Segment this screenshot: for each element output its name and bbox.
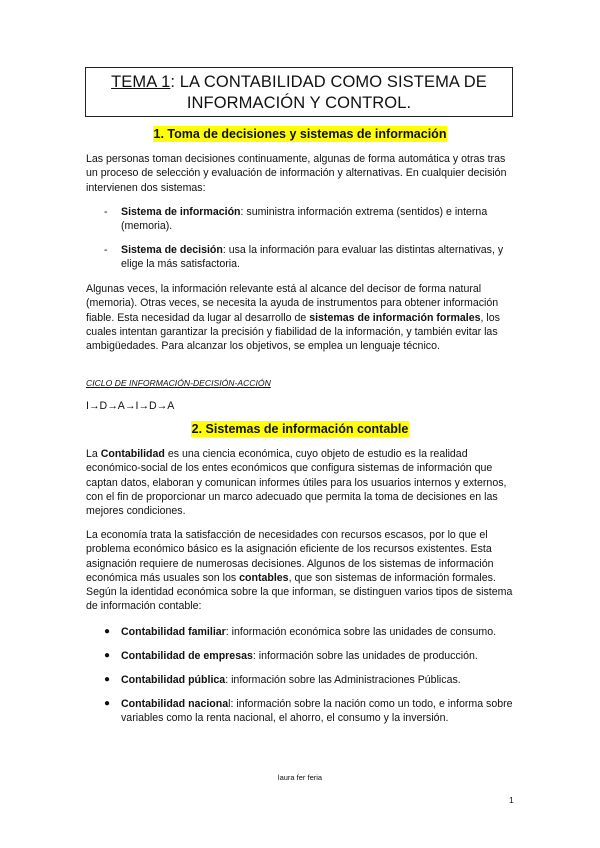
section1-paragraph: Algunas veces, la información relevante está al alcance del decisor de forma natural (memoria). Otras veces, se necesita la ayuda de instrumentos para obtener información fiable. Esta necesidad da lugar al desarrollo de sistemas de información formales, los cuales intentan garantizar la precisión y fiabilidad de la información, y también evitar las ambigüedades. Para alcanzar los objetivos, se emplea un lenguaje técnico. bbox=[86, 283, 500, 353]
bullet-marker: ● bbox=[104, 674, 111, 685]
list-item bbox=[104, 649, 518, 663]
page-footer: laura fer feria bbox=[277, 773, 323, 782]
item-term: Sistema de decisión bbox=[121, 244, 223, 256]
list-item bbox=[104, 625, 518, 639]
item-term: Sistema de información bbox=[121, 206, 241, 218]
section1-intro: Las personas toman decisiones continuamente, algunas de forma automática y otras tras un proceso de selección y evaluación de información y alternativas. En cualquier decisión intervienen dos sistemas: bbox=[86, 153, 507, 194]
title-text: : LA CONTABILIDAD COMO SISTEMA DE INFORMACIÓN Y CONTROL. bbox=[170, 73, 487, 112]
cycle-title: CICLO DE INFORMACIÓN-DECISIÓN-ACCIÓN bbox=[86, 378, 271, 388]
page-number: 1 bbox=[509, 795, 514, 805]
item-text: : información económica sobre las unidades de consumo. bbox=[225, 626, 497, 638]
bold-term: Contabilidad bbox=[100, 448, 165, 460]
section2-heading: 2. Sistemas de información contable bbox=[191, 422, 409, 436]
item-term: Contabilidad naciona bbox=[121, 698, 229, 710]
list-item bbox=[104, 243, 518, 272]
item-text: : usa la información para evaluar las distintas alternativas, y elige la más satisfactoria. bbox=[121, 244, 504, 271]
item-text: l: información sobre la nación como un todo, e informa sobre variables como la renta nacional, el ahorro, el consumo y la inversión. bbox=[121, 698, 513, 725]
item-text: : información sobre las Administraciones Públicas. bbox=[225, 674, 461, 686]
list-item bbox=[104, 673, 518, 687]
item-term: Contabilidad de empresas bbox=[121, 650, 253, 662]
document-title bbox=[85, 67, 513, 117]
bullet-marker: ● bbox=[104, 650, 111, 661]
list-item bbox=[104, 697, 518, 726]
section2-paragraph-2: La economía trata la satisfacción de necesidades con recursos escasos, por lo que el problema económico básico es la asignación eficiente de los recursos existentes. Esta asignación requiere de numerosas decisiones. Algunos de los sistemas de información económica más usuales son los contables, que son sistemas de información formales. Según la identidad económica sobre la que informan, se distinguen varios tipos de sistema de información contable: bbox=[86, 529, 513, 613]
title-prefix: TEMA 1 bbox=[111, 73, 171, 91]
bullet-marker: ● bbox=[104, 698, 111, 709]
list-item bbox=[104, 205, 518, 234]
item-text: : suministra información extrema (sentidos) e interna (memoria). bbox=[121, 206, 488, 233]
bold-term: contables bbox=[239, 571, 289, 584]
item-text: : información sobre las unidades de producción. bbox=[252, 650, 478, 662]
section1-heading: 1. Toma de decisiones y sistemas de información bbox=[153, 127, 447, 141]
cycle-sequence: I→D→A→I→D→A bbox=[86, 400, 175, 412]
bullet-marker: ● bbox=[104, 626, 111, 637]
section2-paragraph-1: La Contabilidad es una ciencia económica, cuyo objeto de estudio es la realidad económico-social de los entes económicos que configura sistemas de información que captan datos, elaboran y comunican informes útiles para los usuarios internos y externos, con el fin de proporcionar un marco adecuado que permita la toma de decisiones en las mejores condiciones. bbox=[86, 448, 507, 518]
item-term: Contabilidad pública bbox=[121, 674, 226, 686]
item-term: Contabilidad familiar bbox=[121, 626, 226, 638]
dash-marker: - bbox=[104, 206, 108, 218]
bold-term: sistemas de información formales bbox=[309, 311, 481, 324]
dash-marker: - bbox=[104, 244, 108, 256]
